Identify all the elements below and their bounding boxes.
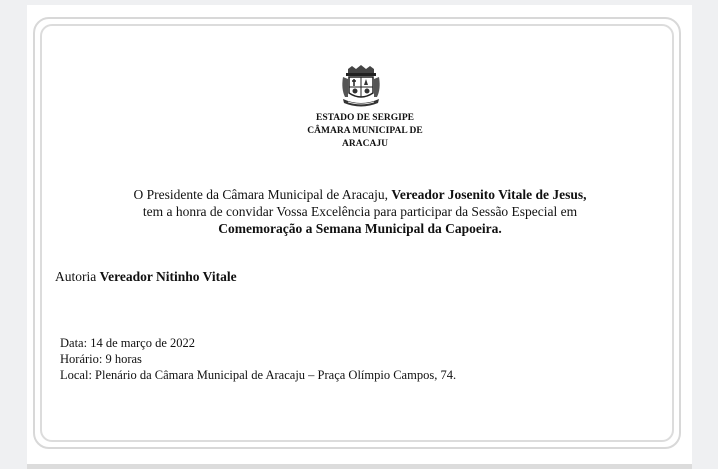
invitation-text — [110, 186, 610, 237]
event-date: Data: 14 de março de 2022 — [60, 336, 196, 350]
page-bottom-edge — [27, 464, 692, 469]
invitation-line-3 — [110, 220, 610, 237]
header-chamber: CÂMARA MUNICIPAL DE — [307, 126, 423, 136]
invitation-line-1-prefix: O Presidente da Câmara Municipal de Aracaju, — [133, 187, 392, 202]
invitation-line-2: tem a honra de convidar Vossa Excelência para participar da Sessão Especial em — [142, 204, 578, 219]
session-title: Comemoração a Semana Municipal da Capoeira. — [218, 221, 502, 236]
president-name: Vereador Josenito Vitale de Jesus, — [391, 187, 587, 202]
author-name: Vereador Nitinho Vitale — [99, 269, 237, 284]
invitation-line-1 — [110, 186, 610, 203]
header-city: ARACAJU — [342, 139, 388, 149]
document-header — [290, 112, 440, 151]
header-state: ESTADO DE SERGIPE — [315, 113, 414, 123]
coat-of-arms-icon — [340, 65, 382, 109]
authorship — [55, 269, 237, 285]
authorship-label: Autoria — [55, 269, 100, 284]
event-location: Local: Plenário da Câmara Municipal de Aracaju – Praça Olímpio Campos, 74. — [60, 368, 457, 382]
event-details — [60, 335, 456, 383]
event-time: Horário: 9 horas — [60, 352, 142, 366]
